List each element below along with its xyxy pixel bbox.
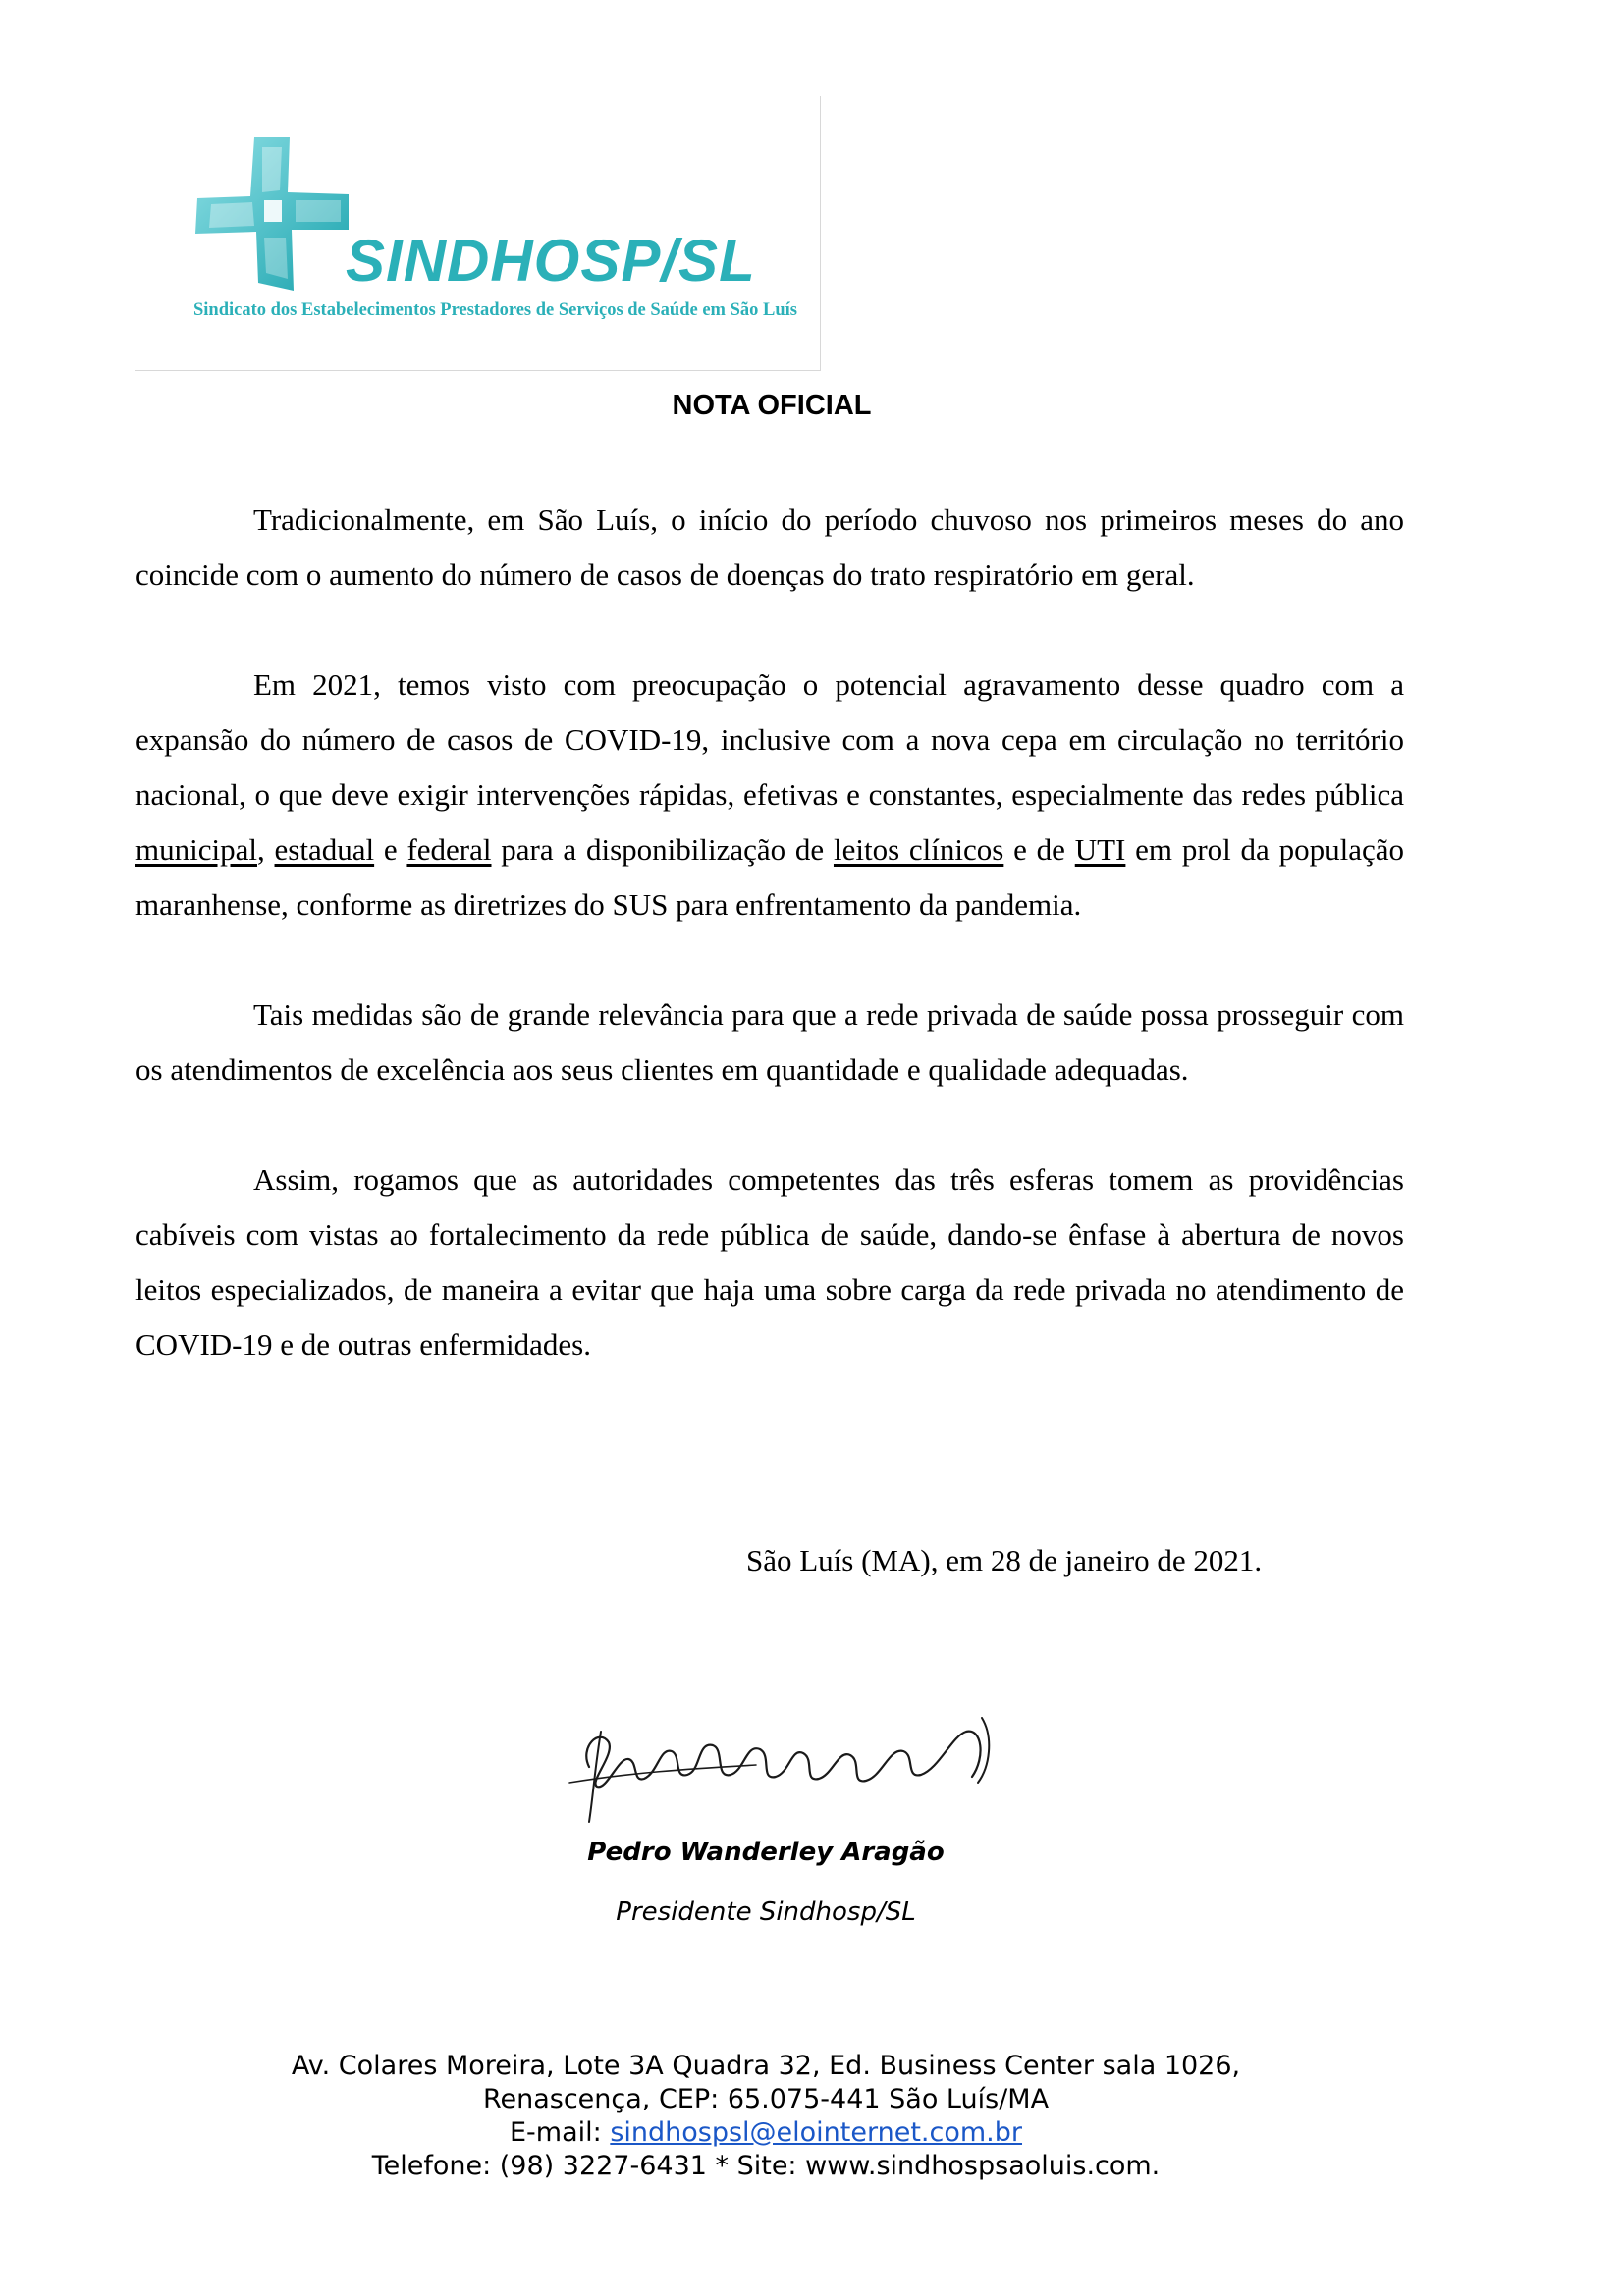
footer bbox=[0, 2050, 1532, 2183]
paragraph-4: Assim, rogamos que as autoridades competentes das três esferas tomem as providências cabíveis com vistas ao fortalecimento da rede pública de saúde, dando-se ênfase à abertura de novos leitos especializados, de maneira a evitar que haja uma sobre carga da rede privada no atendimento de COVID-19 e de outras enfermidades. bbox=[135, 1162, 1404, 1362]
footer-email-line bbox=[0, 2116, 1532, 2150]
paragraph-2 bbox=[135, 658, 1404, 933]
page-title: NOTA OFICIAL bbox=[672, 390, 872, 421]
paragraph-2-text-f: em prol da população maranhense, conforme as diretrizes do SUS para enfrentamento da pandemia. bbox=[135, 832, 1404, 922]
signer-role: Presidente Sindhosp/SL bbox=[616, 1897, 916, 1927]
link-leitos-clinicos: leitos clínicos bbox=[833, 832, 1004, 867]
link-uti: UTI bbox=[1074, 832, 1126, 867]
signer-name: Pedro Wanderley Aragão bbox=[587, 1838, 945, 1867]
paragraph-1: Tradicionalmente, em São Luís, o início do período chuvoso nos primeiros meses do ano coincide com o aumento do número de casos de doenças do trato respiratório em geral. bbox=[135, 503, 1404, 592]
link-federal: federal bbox=[406, 832, 492, 867]
logo-name: SINDHOSP/SL bbox=[346, 228, 756, 294]
paragraph-3: Tais medidas são de grande relevância para que a rede privada de saúde possa prosseguir com os atendimentos de excelência aos seus clientes em quantidade e qualidade adequadas. bbox=[135, 997, 1404, 1087]
paragraph-2-text-e: e de bbox=[1003, 832, 1075, 867]
footer-email-label: E-mail: bbox=[509, 2117, 611, 2148]
logo-subtitle: Sindicato dos Estabelecimentos Prestadores de Serviços de Saúde em São Luís bbox=[193, 300, 797, 320]
footer-address-1: Av. Colares Moreira, Lote 3A Quadra 32, Ed. Business Center sala 1026, bbox=[291, 2051, 1241, 2081]
link-municipal: municipal bbox=[135, 832, 257, 867]
document-body bbox=[135, 493, 1404, 1427]
paragraph-2-text-b: , bbox=[256, 832, 275, 867]
paragraph-2-text-a: Em 2021, temos visto com preocupação o potencial agravamento desse quadro com a expansão do número de casos de COVID-19, inclusive com a nova cepa em circulação no território nacional, o que deve exigir intervenções rápidas, efetivas e constantes, especialmente das redes pública bbox=[135, 667, 1404, 812]
logo bbox=[135, 96, 821, 371]
cross-icon bbox=[193, 135, 351, 293]
email-link[interactable]: sindhospsl@elointernet.com.br bbox=[610, 2117, 1023, 2148]
paragraph-2-text-c: e bbox=[374, 832, 407, 867]
footer-phone-site: Telefone: (98) 3227-6431 * Site: www.sindhospsaoluis.com. bbox=[371, 2151, 1161, 2181]
footer-address-2: Renascença, CEP: 65.075-441 São Luís/MA bbox=[482, 2084, 1050, 2114]
signature bbox=[550, 1688, 1001, 1826]
date-line: São Luís (MA), em 28 de janeiro de 2021. bbox=[746, 1543, 1263, 1577]
paragraph-2-text-d: para a disponibilização de bbox=[491, 832, 834, 867]
link-estadual: estadual bbox=[274, 832, 375, 867]
